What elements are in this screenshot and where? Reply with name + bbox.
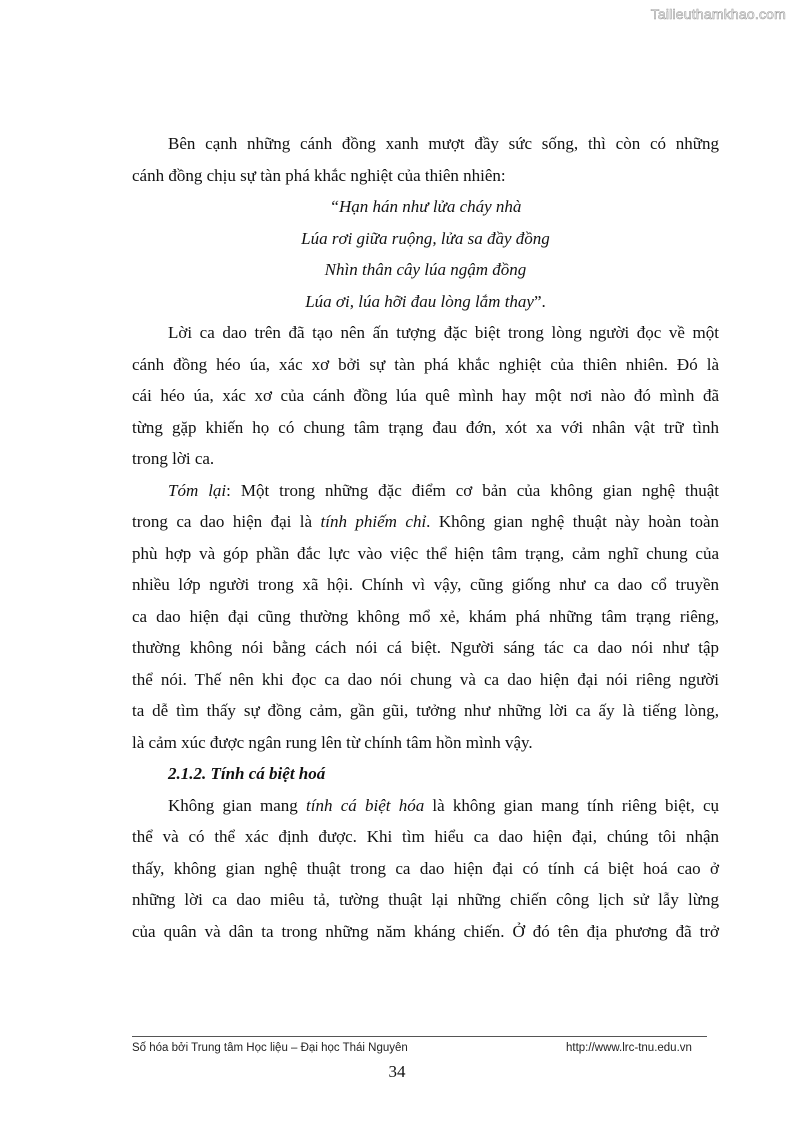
paragraph-line: phù hợp và góp phần đắc lực vào việc thể hiện tâm trạng, cảm nghĩ chung của [132, 543, 719, 563]
paragraph-line: thấy, không gian nghệ thuật trong ca dao hiện đại có tính cá biệt hoá cao ở [132, 858, 719, 878]
paragraph-line: ta dễ tìm thấy sự đồng cảm, gần gũi, tưởng như những lời ca ấy là tiếng lòng, [132, 701, 719, 720]
page-number: 34 [388, 1062, 406, 1081]
verse-line [132, 286, 719, 318]
paragraph-line: nhiều lớp người trong xã hội. Chính vì vậy, cũng giống như ca dao cổ truyền [132, 575, 719, 594]
footer-url: http://www.lrc-tnu.edu.vn [566, 1042, 692, 1054]
document-body [132, 128, 719, 947]
paragraph-text: Không gian mang [168, 795, 307, 815]
watermark-text: Tailieuthamkhao.com [650, 6, 786, 22]
paragraph-line: của quân và dân ta trong những năm kháng chiến. Ở đó tên địa phương đã trở [132, 921, 719, 941]
paragraph-line: cánh đồng héo úa, xác xơ bởi sự tàn phá khắc nghiệt của thiên nhiên. Đó là [132, 354, 719, 374]
verse-line: Nhìn thân cây lúa ngậm đồng [324, 260, 527, 279]
footer-divider [132, 1036, 707, 1037]
paragraph-line [132, 506, 719, 538]
paragraph-line: thể và có thể xác định được. Khi tìm hiểu ca dao hiện đại, chúng tôi nhận [132, 827, 719, 846]
verse-text: Lúa ơi, lúa hỡi đau lòng lắm thay [305, 291, 534, 311]
section-heading: 2.1.2. Tính cá biệt hoá [168, 764, 326, 783]
emphasis-text: Tóm lại [168, 480, 227, 500]
paragraph-line: ca dao hiện đại cũng thường không mổ xẻ, khám phá những tâm trạng riêng, [132, 606, 719, 626]
paragraph-line: từng gặp khiến họ có chung tâm trạng đau đớn, xót xa với nhân vật trữ tình [132, 417, 719, 437]
paragraph-line: là cảm xúc được ngân rung lên từ chính tâm hồn mình vậy. [132, 732, 533, 752]
paragraph-line: cái héo úa, xác xơ của cánh đồng lúa quê mình hay một nơi nào đó mình đã [132, 386, 719, 405]
paragraph-line: trong lời ca. [132, 449, 215, 468]
paragraph-line [132, 475, 719, 507]
paragraph-text: : Một trong những đặc điểm cơ bản của không gian nghệ thuật [226, 480, 719, 500]
paragraph-text: trong ca dao hiện đại là [132, 512, 321, 531]
paragraph-line: Lời ca dao trên đã tạo nên ấn tượng đặc biệt trong lòng người đọc về một [168, 323, 719, 342]
paragraph-line [132, 790, 719, 822]
paragraph-line: thể nói. Thế nên khi đọc ca dao nói chung và ca dao hiện đại nói riêng người [132, 669, 719, 689]
verse-line: Lúa rơi giữa ruộng, lửa sa đầy đồng [301, 228, 550, 248]
verse-closing-quote: ”. [533, 291, 546, 311]
paragraph-text: . Không gian nghệ thuật này hoàn toàn [426, 512, 719, 531]
verse-line: “Hạn hán như lửa cháy nhà [329, 197, 522, 216]
paragraph-line: những lời ca dao miêu tả, tường thuật lại những chiến công lịch sử lẫy lừng [132, 890, 719, 909]
paragraph-line: thường không nói bằng cách nói cá biệt. Người sáng tác ca dao nói như tập [132, 638, 719, 657]
paragraph-line: Bên cạnh những cánh đồng xanh mượt đầy sức sống, thì còn có những [168, 134, 719, 153]
emphasis-text: tính phiếm chỉ [320, 512, 427, 531]
paragraph-line: cánh đồng chịu sự tàn phá khắc nghiệt của thiên nhiên: [132, 165, 506, 185]
footer-source: Số hóa bởi Trung tâm Học liệu – Đại học Thái Nguyên [132, 1042, 408, 1054]
paragraph-text: là không gian mang tính riêng biệt, cụ [424, 795, 720, 815]
emphasis-text: tính cá biệt hóa [306, 795, 425, 815]
